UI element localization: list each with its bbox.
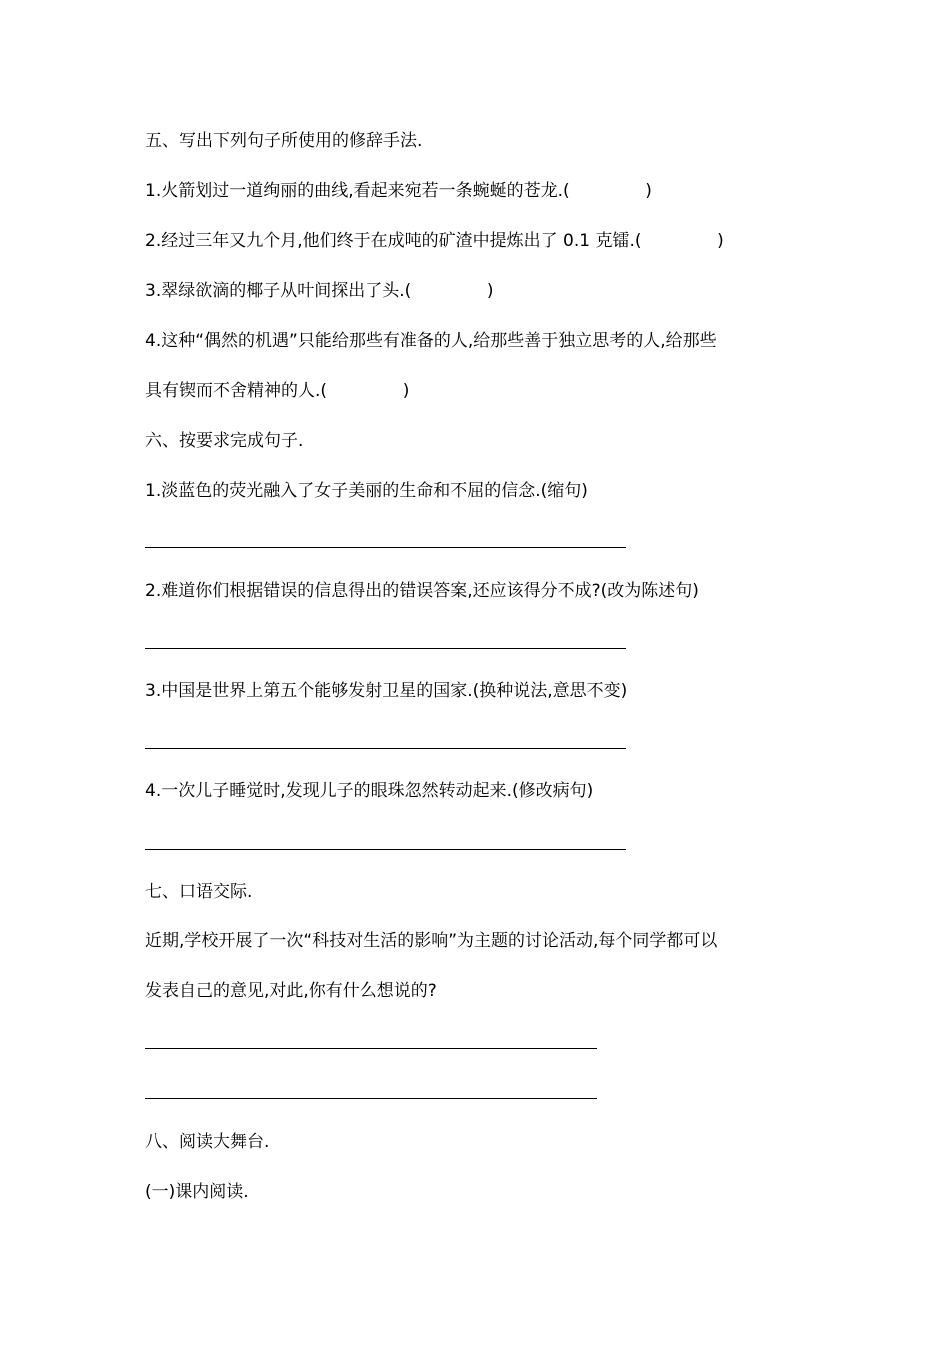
section5-heading: 五、写出下列句子所使用的修辞手法. — [145, 131, 423, 151]
answer-line-7-2[interactable] — [145, 1098, 597, 1099]
answer-line-6-3[interactable] — [145, 748, 626, 749]
section5-item-1: 1.火箭划过一道绚丽的曲线,看起来宛若一条蜿蜒的苍龙.( ) — [145, 181, 652, 201]
answer-line-6-2[interactable] — [145, 648, 626, 649]
answer-line-6-1[interactable] — [145, 547, 626, 548]
section7-heading: 七、口语交际. — [145, 882, 253, 902]
section5-item-4-line2: 具有锲而不舍精神的人.( ) — [145, 381, 410, 401]
section6-item-3: 3.中国是世界上第五个能够发射卫星的国家.(换种说法,意思不变) — [145, 681, 628, 701]
section5-item-2: 2.经过三年又九个月,他们终于在成吨的矿渣中提炼出了 0.1 克镭.( ) — [145, 231, 724, 251]
section6-heading: 六、按要求完成句子. — [145, 431, 304, 451]
section6-item-1: 1.淡蓝色的荧光融入了女子美丽的生命和不屈的信念.(缩句) — [145, 481, 588, 501]
section7-line-2: 发表自己的意见,对此,你有什么想说的? — [145, 981, 437, 1001]
answer-line-7-1[interactable] — [145, 1048, 597, 1049]
section5-item-3: 3.翠绿欲滴的椰子从叶间探出了头.( ) — [145, 281, 494, 301]
section8-heading: 八、阅读大舞台. — [145, 1132, 270, 1152]
answer-line-6-4[interactable] — [145, 849, 626, 850]
section6-item-4: 4.一次儿子睡觉时,发现儿子的眼珠忽然转动起来.(修改病句) — [145, 781, 594, 801]
section8-subheading: (一)课内阅读. — [145, 1182, 249, 1202]
section5-item-4-line1: 4.这种“偶然的机遇”只能给那些有准备的人,给那些善于独立思考的人,给那些 — [145, 331, 717, 351]
section7-line-1: 近期,学校开展了一次“科技对生活的影响”为主题的讨论活动,每个同学都可以 — [145, 931, 718, 951]
section6-item-2: 2.难道你们根据错误的信息得出的错误答案,还应该得分不成?(改为陈述句) — [145, 581, 699, 601]
